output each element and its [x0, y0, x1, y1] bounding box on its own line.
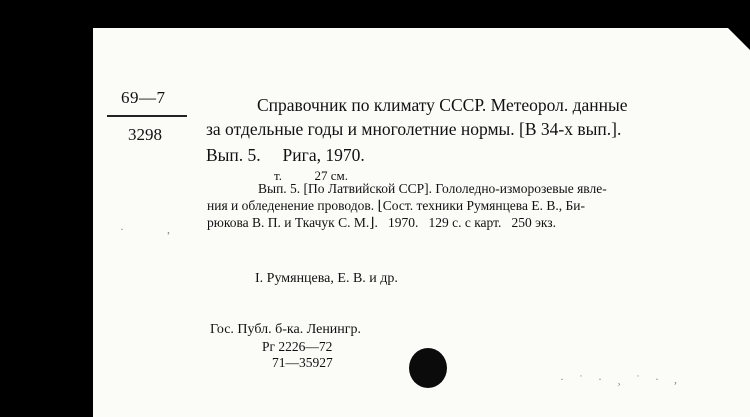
record-code: Рг 2226—72: [262, 339, 333, 354]
title-line-4: т. 27 см.: [274, 168, 348, 183]
shelf-mark: 69—7: [121, 88, 166, 107]
margin-specks: · ,: [120, 222, 190, 236]
title-line-3: Вып. 5. Рига, 1970.: [206, 145, 365, 165]
record-number: 71—35927: [272, 355, 333, 370]
description-line-1: Вып. 5. [По Латвийской ССР]. Гололедно-изморозевые явле-: [258, 181, 607, 196]
paper-specks: · ˙ · ¸ ˙ · ,: [560, 372, 683, 386]
library-name: Гос. Публ. б-ка. Ленингр.: [210, 322, 362, 337]
shelf-mark-divider: [107, 115, 187, 117]
inventory-number: 3298: [128, 125, 162, 144]
ink-blot: [409, 348, 447, 388]
added-entry: I. Румянцева, Е. В. и др.: [255, 271, 398, 286]
description-line-2: ния и обледенение проводов. ⌊Сост. техники Румянцева Е. В., Би-: [207, 198, 585, 213]
title-line-2: за отдельные годы и многолетние нормы. [В 34-х вып.].: [206, 119, 622, 139]
title-line-1: Справочник по климату СССР. Метеорол. данные: [257, 95, 628, 115]
description-line-3: рюкова В. П. и Ткачук С. М.⌋. 1970. 129 с. с карт. 250 экз.: [207, 215, 557, 230]
card-corner-cut: [728, 28, 750, 50]
